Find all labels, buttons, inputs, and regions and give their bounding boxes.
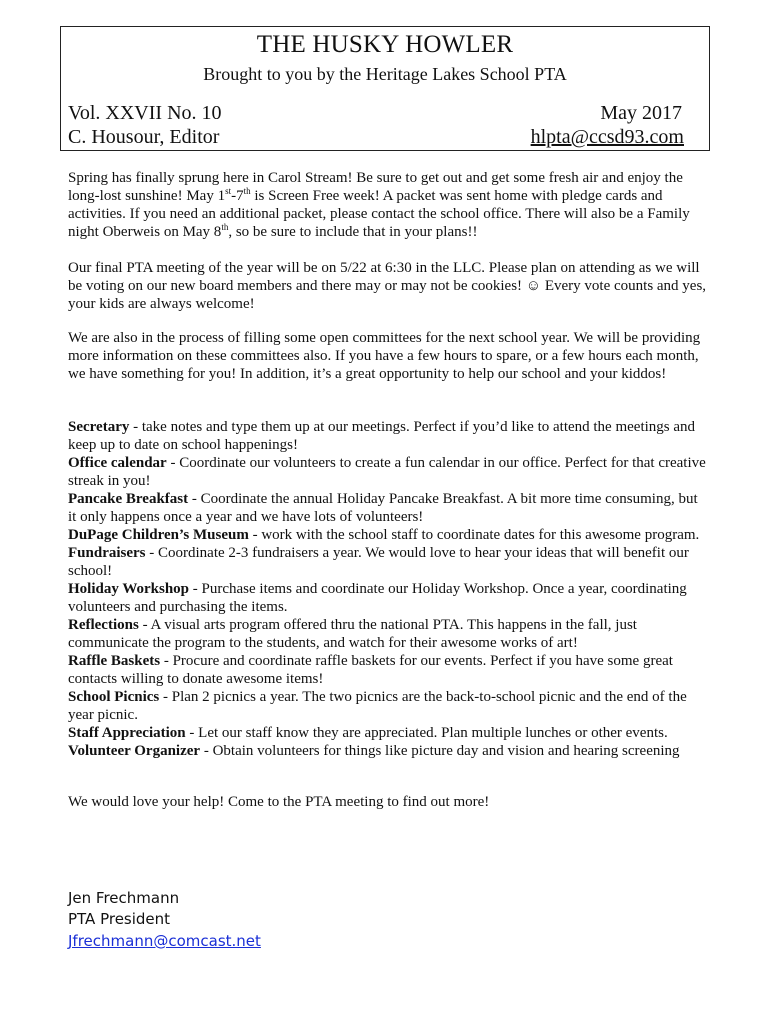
meeting-paragraph: Our final PTA meeting of the year will be on 5/22 at 6:30 in the LLC. Please plan on attending as we will be voting on our new board members and there may or may not be cookies! ☺ Every vote counts and yes, your kids are always welcome! (68, 260, 707, 312)
volume-number: Vol. XXVII No. 10 (68, 102, 222, 124)
committee-item (68, 454, 708, 490)
committee-description: - A visual arts program offered thru the national PTA. This happens in the fall, just communicate the program to the students, and watch for their awesome works of art! (68, 617, 637, 651)
committee-description: - Coordinate 2-3 fundraisers a year. We would love to hear your ideas that will benefit our school! (68, 545, 689, 579)
committee-description: - Purchase items and coordinate our Holiday Workshop. Once a year, coordinating volunteers and purchasing the items. (68, 581, 687, 615)
committee-name: Secretary (68, 419, 130, 435)
signature-email-link[interactable]: Jfrechmann@comcast.net (68, 932, 261, 950)
committee-item (68, 724, 708, 742)
committee-name: Fundraisers (68, 545, 146, 561)
committee-name: Staff Appreciation (68, 725, 186, 741)
committee-item (68, 580, 708, 616)
committee-name: Office calendar (68, 455, 167, 471)
committee-item (68, 688, 708, 724)
newsletter-header (60, 26, 710, 151)
committee-description: - Plan 2 picnics a year. The two picnics are the back-to-school picnic and the end of the year picnic. (68, 689, 687, 723)
committee-description: - Obtain volunteers for things like picture day and vision and hearing screening (200, 743, 680, 759)
committee-name: Holiday Workshop (68, 581, 190, 597)
intro-sup-3: th (221, 222, 229, 232)
committee-item (68, 526, 708, 544)
intro-paragraph (68, 169, 708, 241)
committee-item (68, 418, 708, 454)
newsletter-title: THE HUSKY HOWLER (256, 31, 514, 58)
signature-title: PTA President (68, 910, 171, 928)
committee-description: - work with the school staff to coordinate dates for this awesome program. (248, 527, 700, 543)
committee-name: Volunteer Organizer (68, 743, 201, 759)
committee-name: Pancake Breakfast (68, 491, 189, 507)
committee-item (68, 742, 708, 760)
committee-description: - Procure and coordinate raffle baskets for our events. Perfect if you have some great contacts willing to donate awesome items! (68, 653, 673, 687)
committee-description: - Coordinate our volunteers to create a fun calendar in our office. Perfect for that creative streak in you! (68, 455, 706, 489)
committee-name: School Picnics (68, 689, 160, 705)
committee-name: Reflections (68, 617, 139, 633)
issue-date: May 2017 (600, 102, 682, 124)
committee-description: - Coordinate the annual Holiday Pancake Breakfast. A bit more time consuming, but it only happens once a year and we have lots of volunteers! (68, 491, 698, 525)
committee-item (68, 490, 708, 526)
committee-name: Raffle Baskets (68, 653, 161, 669)
intro-text-2: -7 (231, 188, 244, 204)
pta-email-link[interactable]: hlpta@ccsd93.com (530, 126, 684, 148)
committee-name: DuPage Children’s Museum (68, 527, 249, 543)
committees-intro-paragraph: We are also in the process of filling some open committees for the next school year. We will be providing more information on these committees also. If you have a few hours to spare, or a few hours each month, we have something for you! In addition, it’s a great opportunity to help our school and your kiddos! (68, 330, 701, 382)
intro-sup-2: th (243, 186, 251, 196)
closing-paragraph: We would love your help! Come to the PTA meeting to find out more! (68, 794, 490, 810)
committee-list (68, 418, 708, 760)
committee-description: - Let our staff know they are appreciated. Plan multiple lunches or other events. (185, 725, 668, 741)
committee-item (68, 544, 708, 580)
intro-text-3: is Screen Free week! A packet was sent home with pledge cards and activities. If you need an additional packet, please contact the school office. There will also be a Family night Oberweis on May 8 (68, 188, 690, 240)
newsletter-subtitle: Brought to you by the Heritage Lakes School PTA (203, 64, 567, 84)
intro-text-1: Spring has finally sprung here in Carol Stream! Be sure to get out and get some fresh air and enjoy the long-lost sunshine! May 1 (68, 170, 683, 204)
intro-text-4: , so be sure to include that in your plans!! (228, 224, 478, 240)
editor-name: C. Housour, Editor (68, 126, 220, 148)
intro-sup-1: st (225, 186, 232, 196)
committee-item (68, 652, 708, 688)
committee-item (68, 616, 708, 652)
committee-description: - take notes and type them up at our meetings. Perfect if you’d like to attend the meetings and keep up to date on school happenings! (68, 419, 696, 453)
signature-name: Jen Frechmann (68, 889, 180, 907)
